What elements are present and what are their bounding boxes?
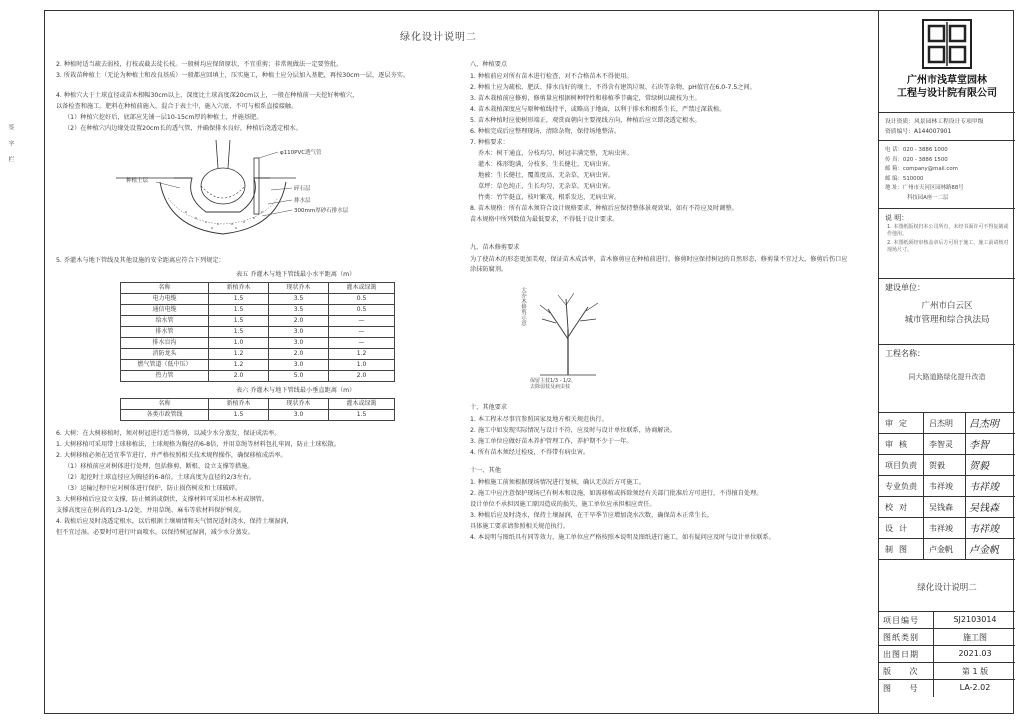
table-cell: 3.0 (269, 338, 329, 349)
table-cell: 2.0 (269, 349, 329, 360)
paragraph: 4. 所有苗木须经过检疫，不得带有病虫害。 (470, 449, 590, 456)
signature: 韦祥竣 (969, 524, 999, 535)
table-cell: 5.0 (269, 371, 329, 382)
table-cell: 3.0 (269, 327, 329, 338)
signature-row (879, 475, 1015, 496)
table-header: 现状乔木 (269, 399, 329, 410)
tree-drawing (470, 279, 670, 389)
paragraph: 2. 种植土应为疏松、肥沃、排水良好的壤土，不得含有建筑垃圾、石块等杂物，pH值宜在6.0-7.5之间。 (470, 84, 756, 91)
table-row (121, 316, 395, 327)
signature-row (879, 433, 1015, 454)
info-label: 图 号 (883, 684, 926, 693)
section-title: 八、种植要点 (470, 61, 508, 68)
contact-line: 邮 箱：company@mail.com (885, 166, 958, 173)
table-header: 新植乔木 (209, 283, 269, 294)
label-drain: 排水层 (294, 198, 311, 204)
spacer (56, 82, 456, 90)
table-cell: 通信电缆 (121, 305, 209, 316)
contact-info (885, 146, 964, 204)
paragraph: 4. 本说明与图纸具有同等效力，施工单位应严格按照本说明及图纸进行施工，如有疑问应及时与设计单位联系。 (470, 534, 775, 541)
table-cell: 3.5 (269, 305, 329, 316)
title-block (878, 10, 1014, 714)
signature-row (879, 538, 1015, 559)
company-name (883, 74, 1011, 100)
paragraph: 3. 大树移植后应设立支撑，防止倾斜或倒伏，支撑材料可采用杉木桩或钢管。 (56, 496, 269, 503)
list-item: 草坪：草色纯正，生长均匀，无杂草，无病虫害。 (478, 183, 615, 190)
project-number: SJ2103014 (953, 615, 997, 624)
divider (879, 278, 1015, 279)
info-row (879, 662, 1015, 679)
table-cell: 1.2 (329, 349, 395, 360)
paragraph: 1. 大树移植可采用带土球移植法，土球规格为胸径的6-8倍，并用草绳等材料包扎牢固，防止土球松散。 (56, 441, 341, 448)
sig-name: 贺毅 (929, 461, 945, 470)
contact-line: 地 址：广州市天河区园林路88号 (885, 185, 964, 192)
paragraph: 5. 乔灌木与地下管线及其他设施的安全距离应符合下列规定： (56, 257, 225, 264)
label-soil: 种植土层 (126, 178, 149, 184)
table-row (121, 327, 395, 338)
list-item: 地被：生长健壮，覆盖度高，无杂草，无病虫害。 (478, 172, 615, 179)
sig-role: 专业负责 (885, 482, 917, 491)
paragraph: 1. 本工程未尽事宜参照国家及地方相关规范执行。 (470, 416, 608, 423)
note-line: 1. 本图纸版权归本公司所有，未经书面许可不得复制或作他用。 (887, 224, 1009, 237)
paragraph: （2）起挖时土球直径应为胸径的6-8倍，土球高度为直径的2/3左右。 (64, 474, 256, 481)
table-cell: 排水盲沟 (121, 338, 209, 349)
divider (879, 344, 1015, 345)
revision: 第 1 版 (961, 667, 989, 676)
right-column (470, 60, 870, 544)
company-name-line2: 工程与设计院有限公司 (897, 88, 997, 99)
table-header: 灌木或绿篱 (329, 399, 395, 410)
table-cell: 0.5 (329, 305, 395, 316)
paragraph: 1. 种植前应对所有苗木进行检查，对不合格苗木不得使用。 (470, 73, 633, 80)
table-cell: 1.0 (209, 338, 269, 349)
table-row (121, 294, 395, 305)
drawing-number: LA-2.02 (959, 683, 991, 692)
margin-mark: 栏 (7, 156, 14, 162)
table-cell: — (329, 327, 395, 338)
table-cell: 各类市政管线 (121, 410, 209, 421)
paragraph: 设计单位不承担因施工原因造成的损失，施工单位应承担相应责任。 (470, 501, 656, 508)
signature-row (879, 517, 1015, 538)
signature: 李智 (969, 440, 989, 451)
section-title: 九、苗木修剪要求 (470, 244, 520, 251)
project-name: 同大路道路绿化提升改造 (908, 373, 986, 381)
signature-row (879, 496, 1015, 517)
notes-title: 说 明： (885, 214, 909, 222)
contact-line: 科技园A座一二层 (907, 194, 949, 201)
divider (879, 208, 1015, 209)
table-header: 名称 (121, 283, 209, 294)
table-cell: 3.0 (269, 360, 329, 371)
table5-caption: 表五 乔灌木与地下管线最小水平距离（m） (236, 271, 356, 278)
sig-name: 韦祥竣 (929, 482, 953, 491)
info-row (879, 679, 1015, 696)
table-row (121, 338, 395, 349)
table-cell: — (329, 316, 395, 327)
list-item: 竹类：竹竿挺直，枝叶繁茂，根系发达，无病虫害。 (478, 194, 621, 201)
table-row (121, 349, 395, 360)
table-cell: 2.0 (269, 316, 329, 327)
table-header: 新植乔木 (209, 399, 269, 410)
table-cell: 3.5 (269, 294, 329, 305)
table6 (120, 398, 395, 421)
sig-role: 项目负责 (885, 461, 917, 470)
signature: 吴钱森 (969, 503, 999, 514)
sig-role: 审定 (885, 419, 913, 428)
paragraph: 4. 苗木栽植深度应与原种植线持平，或略高于地面，以利于排水和根系生长，严禁过深栽植。 (470, 106, 726, 113)
info-label: 项目编号 (883, 616, 919, 625)
paragraph: 6. 大树：在大树移植时，须对树冠进行适当修剪，以减少水分蒸发，保证成活率。 (56, 430, 281, 437)
left-column (56, 60, 456, 539)
table-header: 名称 (121, 399, 209, 410)
paragraph: 5. 苗木种植时应使树形端正，观赏面朝向主要视线方向，种植后应立即浇透定根水。 (470, 117, 701, 124)
drawing-category: 施工图 (963, 633, 987, 642)
table-header: 现状乔木 (269, 283, 329, 294)
info-row (879, 645, 1015, 662)
paragraph: 3. 种植后应及时浇水，保持土壤湿润，在干旱季节应增加浇水次数，确保苗木正常生长。 (470, 512, 713, 519)
paragraph: 1. 种植施工前须根据现场情况进行复核，确认无误后方可施工。 (470, 479, 645, 486)
planting-pit-drawing (56, 138, 456, 250)
table-header-row (121, 399, 395, 410)
paragraph: 以备检查和施工。肥料在种植前施入，混合于表土中，施入穴底，不可与根系直接接触。 (56, 103, 298, 110)
paragraph: 具体施工要求请参照相关规范执行。 (470, 523, 569, 530)
info-label: 图纸类别 (883, 633, 919, 642)
table-cell: 1.2 (209, 349, 269, 360)
drawing-name: 绿化设计说明二 (917, 583, 977, 593)
table-cell: 0.5 (329, 294, 395, 305)
issue-date: 2021.03 (958, 649, 992, 658)
table-cell: 1.2 (209, 360, 269, 371)
sig-role: 校对 (885, 503, 913, 512)
paragraph: 为了使苗木的形态更加美观，保证苗木成活率，苗木修剪应在种植前进行，修剪时应保持树冠的自然形态，修剪量不宜过大，修剪后伤口应涂抹防腐剂。 (470, 256, 848, 273)
paragraph: 4. 种植穴大于土球直径或苗木根幅30cm以上，深度比土球高度深20cm以上，一般在种植前一天挖好种植穴， (56, 92, 359, 99)
table-header: 灌木或绿篱 (329, 283, 395, 294)
paragraph: （1）种植穴挖好后，底部应先铺一层10-15cm厚的种植土，并施基肥。 (64, 114, 263, 121)
table-cell: 1.5 (209, 327, 269, 338)
client-name-line1: 广州市白云区 (921, 301, 973, 311)
signature: 韦祥竣 (969, 482, 999, 493)
tree-figure-label: 大乔木修剪示意 (520, 287, 526, 326)
paragraph: 3. 所栽苗种植土（无论为种植土和改良基质）一般都应回填土，压实施工，种植土应分层加入基肥，再按30cm一层，逐层夯实。 (56, 72, 410, 79)
table-cell: 1.0 (329, 360, 395, 371)
note-line: 2. 本图纸须经审核盖章后方可用于施工，施工前请核对现场尺寸。 (887, 240, 1009, 253)
table-cell: 1.5 (329, 410, 395, 421)
list-item: 灌木：株形饱满，分枝多，生长健壮，无病虫害。 (478, 161, 615, 168)
sig-name: 吕杰明 (929, 419, 953, 428)
table-cell: 排水管 (121, 327, 209, 338)
table-cell: 2.0 (329, 371, 395, 382)
paragraph: 但不宜过湿。必要时可进行叶面喷水，以保持树冠湿润，减少水分蒸发。 (56, 529, 254, 536)
contact-line: 电 话：020 - 3886 1000 (885, 147, 948, 153)
contact-line: 邮 编：510000 (885, 175, 924, 182)
divider (879, 140, 1015, 141)
table-cell: 1.5 (209, 410, 269, 421)
table-cell: 1.5 (209, 294, 269, 305)
sig-role: 设计 (885, 524, 913, 533)
tree-caption-2: 去除弱枝及病虫枝 (530, 384, 571, 390)
margin-mark: 字 (7, 140, 14, 146)
paragraph: 苗木规格中所列数值为最低要求，不得低于设计要求。 (470, 216, 619, 223)
sig-name: 韦祥竣 (929, 524, 953, 533)
table-cell: 1.5 (209, 305, 269, 316)
sig-name: 李智灵 (929, 440, 953, 449)
tree-caption-1: 保留主枝1/3 - 1/2， (530, 378, 577, 384)
paragraph: 8. 苗木规格：所有苗木须符合设计规格要求，种植后应保持整体景观效果，如有不符应及时调整。 (470, 205, 738, 212)
table-row (121, 371, 395, 382)
signature: 吕杰明 (969, 419, 999, 430)
signature-row (879, 454, 1015, 475)
sig-name: 吴钱森 (929, 503, 953, 512)
label-base: 300mm厚砂石排水层 (294, 208, 349, 214)
notes (887, 224, 1011, 254)
table-row (121, 410, 395, 421)
sig-role: 制图 (885, 545, 913, 554)
paragraph: 7. 种植要求： (470, 139, 509, 146)
divider (879, 559, 1015, 560)
paragraph: 3. 施工单位应做好苗木养护管理工作，养护期不少于一年。 (470, 438, 633, 445)
table-cell: 2.0 (209, 371, 269, 382)
table6-caption: 表六 乔灌木与地下管线最小垂直距离（m） (236, 387, 356, 394)
label-gravel: 碎石层 (294, 186, 311, 192)
table-cell: 消防龙头 (121, 349, 209, 360)
project-label: 工程名称： (885, 349, 925, 358)
list-item: 乔木：树干通直，分枝均匀，树冠丰满完整，无病虫害。 (478, 150, 633, 157)
company-logo-icon (921, 18, 973, 70)
table-cell: 1.5 (209, 316, 269, 327)
sig-name: 卢金帆 (929, 545, 953, 554)
info-row (879, 628, 1015, 645)
table-row (121, 360, 395, 371)
table-cell: — (329, 338, 395, 349)
tree-pruning-figure (470, 279, 870, 389)
paragraph: 2. 大树移植必须在适宜季节进行，并严格按照相关技术规程操作，确保移植成活率。 (56, 452, 287, 459)
paragraph: 2. 施工中如发现实际情况与设计不符，应及时与设计单位联系，协商解决。 (470, 427, 676, 434)
table-cell: 电力电缆 (121, 294, 209, 305)
sig-role: 审核 (885, 440, 913, 449)
planting-pit-figure (56, 138, 456, 250)
margin-mark: 签 (7, 124, 14, 130)
table-cell: 3.0 (269, 410, 329, 421)
paragraph: 3. 苗木栽植前应修剪，修剪量应根据树种特性和移植季节确定，常绿树以疏枝为主。 (470, 95, 701, 102)
signature: 卢金帆 (969, 545, 999, 556)
signature-row (879, 412, 1015, 433)
info-row (879, 611, 1015, 628)
divider (879, 112, 1015, 113)
table5 (120, 282, 395, 382)
company-name-line1: 广州市浅草堂园林 (907, 75, 987, 86)
table-row (121, 305, 395, 316)
label-pipe: φ110PVC透气管 (280, 150, 322, 156)
paragraph: （3）运输过程中应对树体进行保护，防止损伤树皮和土球破碎。 (64, 485, 242, 492)
qualification: 设计资质：风景园林工程设计专项甲级 (885, 119, 984, 125)
paragraph: 6. 种植完成后应整理现场，清除杂物，保持场地整洁。 (470, 128, 621, 135)
table-header-row (121, 283, 395, 294)
paragraph: （1）移植前应对树体进行处理，包括修剪、断根、设立支撑等措施。 (64, 463, 254, 470)
section-title: 十、其他要求 (470, 404, 508, 411)
table-cell: 热力管 (121, 371, 209, 382)
table-cell: 燃气管道（低中压） (121, 360, 209, 371)
qualification-number: 资质编号：A144007901 (885, 129, 952, 135)
section-title: 十一、其他 (470, 467, 501, 474)
table-cell: 给水管 (121, 316, 209, 327)
paragraph: 2. 施工中应注意保护现场已有树木和设施，如需移植或拆除须经有关部门批准后方可进行，不得擅自处理。 (470, 490, 763, 497)
sheet-title: 绿化设计说明二 (400, 32, 477, 43)
paragraph: （2）在种植穴内边缘处设置20cm长的透气管，并确保排水良好，种植后浇透定根水。 (64, 125, 302, 132)
signature: 贺毅 (969, 461, 989, 472)
client-label: 建设单位： (885, 283, 925, 292)
paragraph: 4. 栽植后应及时浇透定根水，以后根据土壤墒情和天气情况适时浇水，保持土壤湿润， (56, 518, 293, 525)
paragraph: 支撑高度应在树高的1/3-1/2处，并用草绳、麻布等软材料保护树皮。 (56, 507, 246, 514)
client-name-line2: 城市管理和综合执法局 (904, 315, 990, 325)
info-label: 版 次 (883, 667, 926, 676)
paragraph: 2. 种植时适当疏去弱枝，打枝或截去徒长枝。一般树均应保留原状，不宜重剪；非常规做法一定要签批。 (56, 61, 343, 68)
contact-line: 传 真：020 - 3886 1500 (885, 156, 948, 163)
info-label: 出图日期 (883, 650, 919, 659)
